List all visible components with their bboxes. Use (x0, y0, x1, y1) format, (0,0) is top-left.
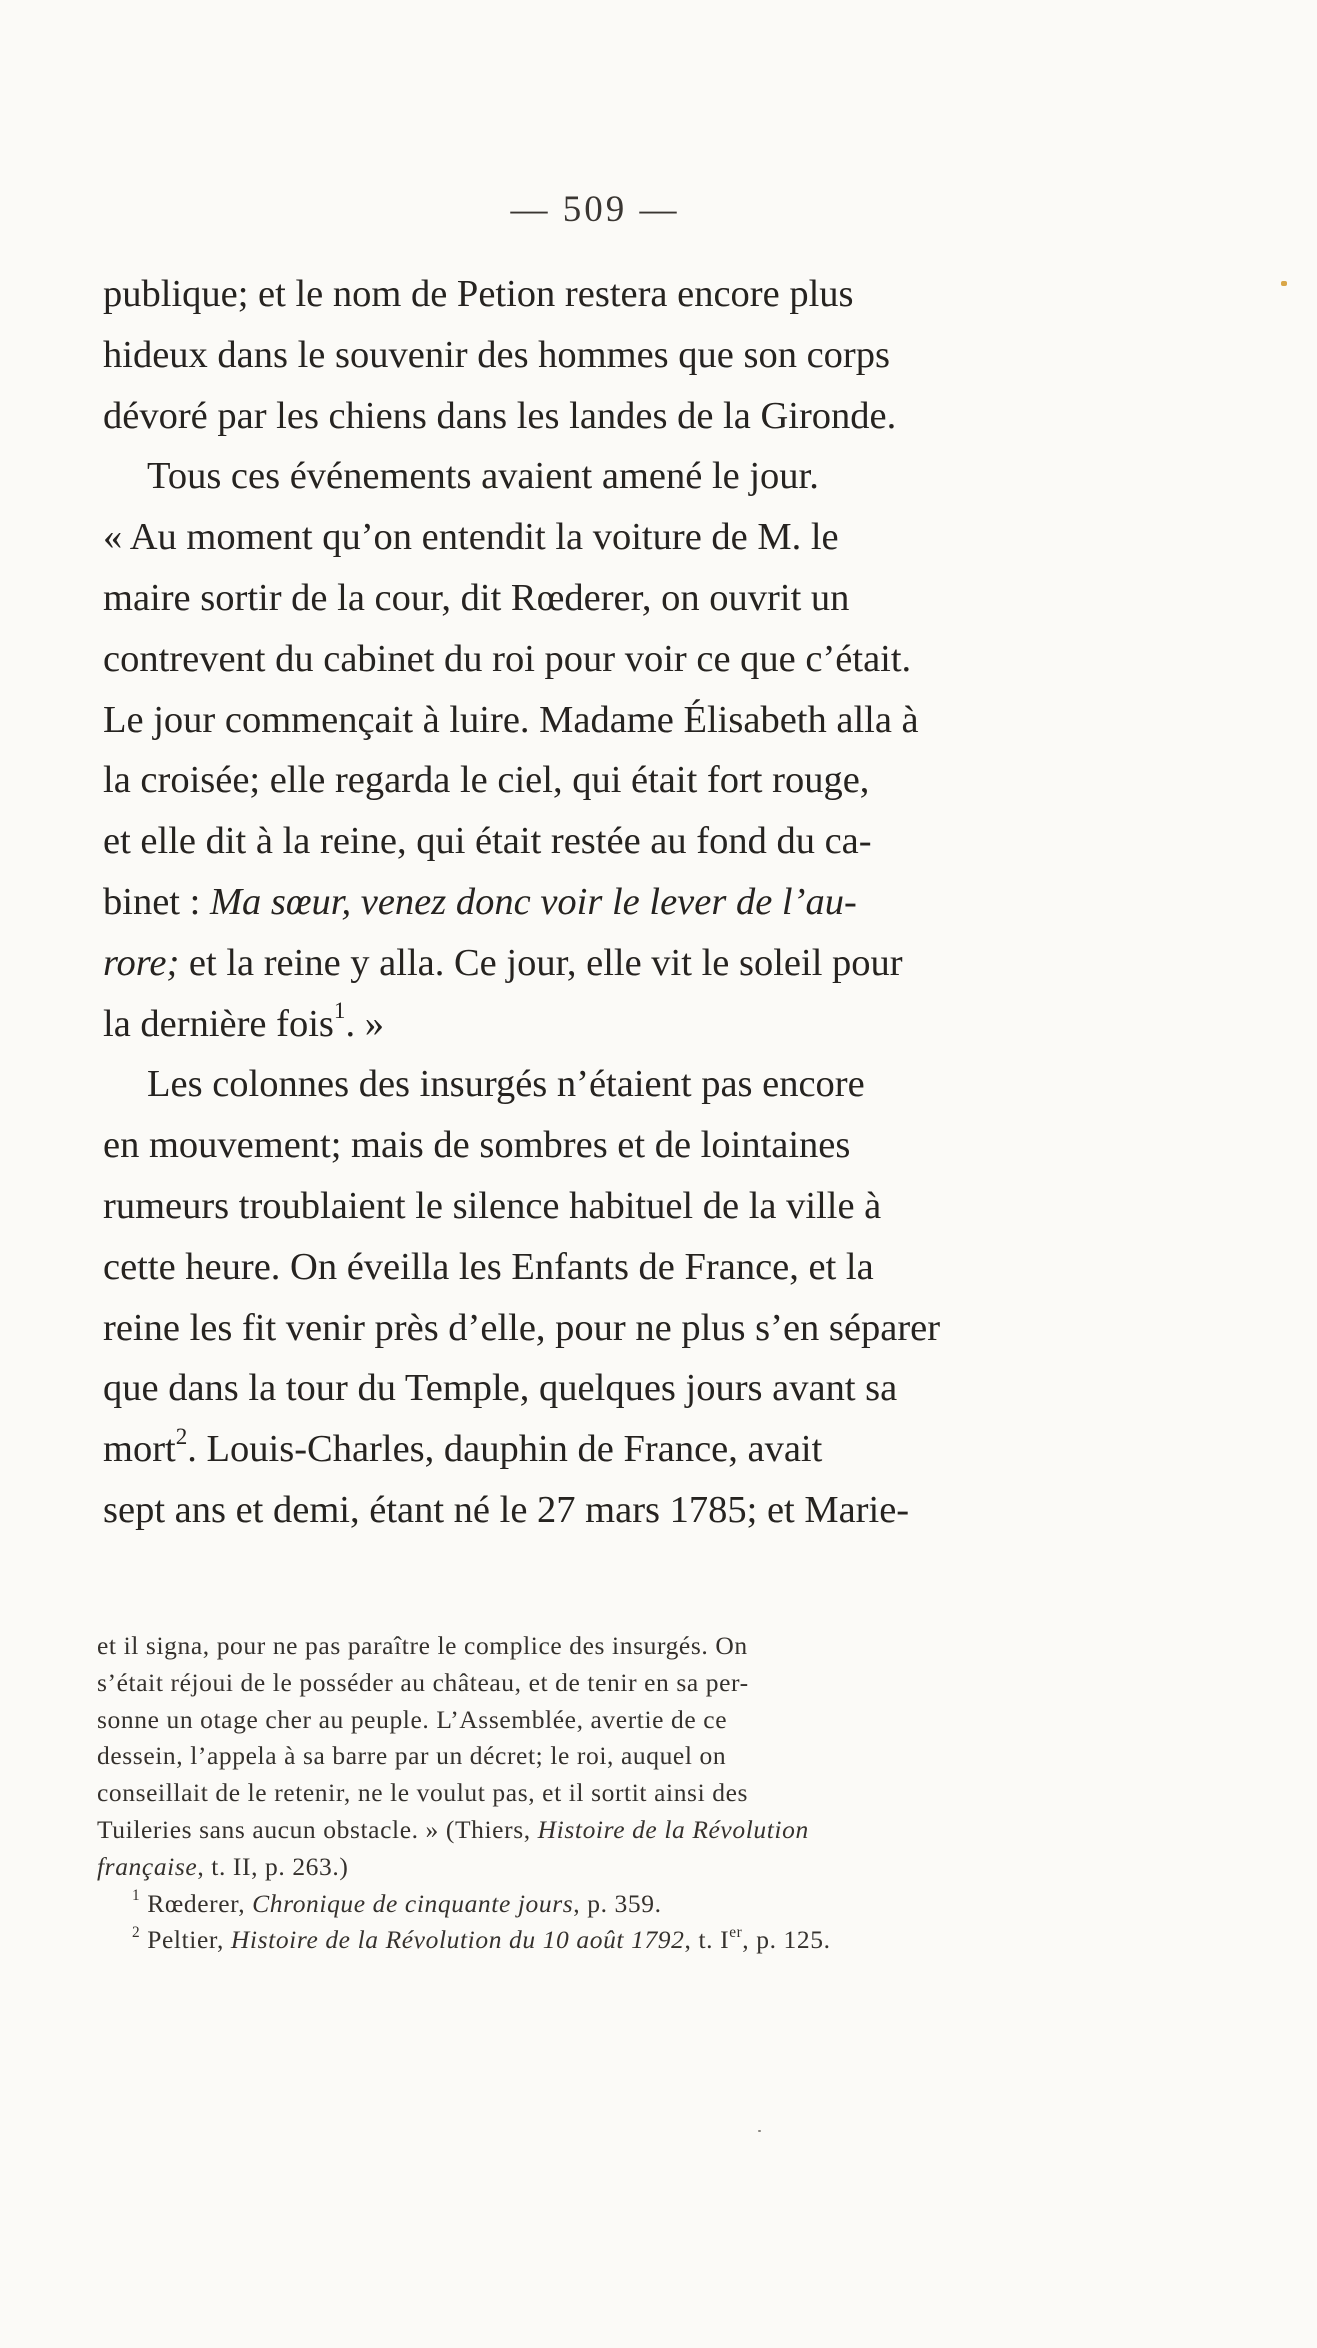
text-line-21: sept ans et demi, étant né le 27 mars 1785; et Marie- (103, 1488, 910, 1531)
main-text-body (103, 264, 1065, 1541)
text-line (103, 264, 1065, 325)
text-line-11 (103, 872, 857, 933)
text-line-20 (103, 1419, 822, 1480)
footnote-line (97, 1849, 1067, 1886)
text-line-13 (103, 994, 384, 1055)
footnotes (97, 1628, 1067, 1959)
text-line (103, 750, 1065, 811)
text-line (103, 811, 1065, 872)
text-line-7: contrevent du cabinet du roi pour voir ce que c’était. (103, 637, 912, 680)
footnote-2-volume-sup: er (729, 1923, 743, 1941)
footnote-line-2: s’était réjoui de le posséder au château, et de tenir en sa per- (97, 1667, 749, 1697)
footnote-2-marker: 2 (132, 1923, 141, 1941)
text-line (103, 1358, 1065, 1419)
text-line (103, 325, 1065, 386)
text-line (103, 507, 1065, 568)
text-line-13-roman: la dernière fois (103, 1002, 334, 1045)
footnote-line (97, 1738, 1067, 1775)
text-line (103, 446, 1065, 507)
footnote-line (97, 1775, 1067, 1812)
text-line-15: en mouvement; mais de sombres et de lointaines (103, 1124, 851, 1167)
text-line-13-end: . » (345, 1002, 384, 1045)
paper-speck (758, 2130, 761, 2132)
text-line (103, 872, 1065, 933)
footnote-2-page: , p. 125. (742, 1925, 831, 1955)
text-line (103, 568, 1065, 629)
text-line-1: publique; et le nom de Petion restera encore plus (103, 273, 854, 315)
footnote-2-author: Peltier, (140, 1925, 231, 1955)
text-line-12 (103, 933, 903, 994)
text-line-16: rumeurs troublaient le silence habituel de la ville à (103, 1184, 882, 1227)
footnote-line (97, 1812, 1067, 1849)
footnote-line (97, 1702, 1067, 1739)
footnote-title-thiers: Histoire de la Révolution (537, 1814, 809, 1844)
text-line-6: maire sortir de la cour, dit Rœderer, on ouvrit un (103, 576, 850, 619)
text-line (103, 1298, 1065, 1359)
footnote-1-marker: 1 (132, 1886, 141, 1904)
footnote-1-title: Chronique de cinquante jours (252, 1888, 574, 1918)
text-line (103, 933, 1065, 994)
text-line-18: reine les fit venir près d’elle, pour ne plus s’en séparer (103, 1306, 941, 1349)
footnote-1-author: Rœderer, (140, 1888, 253, 1918)
footnote-line-1: et il signa, pour ne pas paraître le complice des insurgés. On (97, 1631, 748, 1660)
footnote-ref-2: 2 (175, 1422, 188, 1449)
footnote-line-3: sonne un otage cher au peuple. L’Assemblée, avertie de ce (97, 1704, 728, 1734)
footnote-line (97, 1628, 1067, 1665)
footnote-2-volume: , t. I (684, 1925, 730, 1955)
text-line-4: Tous ces événements avaient amené le jour. (147, 455, 819, 498)
text-line-3: dévoré par les chiens dans les landes de la Gironde. (103, 394, 897, 437)
text-line (103, 1054, 1065, 1115)
text-line-19: que dans la tour du Temple, quelques jours avant sa (103, 1367, 898, 1410)
footnote-line (97, 1665, 1067, 1702)
text-line (103, 629, 1065, 690)
text-line-5: « Au moment qu’on entendit la voiture de M. le (103, 516, 839, 559)
text-line (103, 1115, 1065, 1176)
text-line-8: Le jour commençait à luire. Madame Élisabeth alla à (103, 698, 919, 741)
text-line-20-roman: mort (103, 1428, 176, 1471)
text-line-2: hideux dans le souvenir des hommes que son corps (103, 333, 890, 376)
text-line-14: Les colonnes des insurgés n’étaient pas encore (147, 1063, 865, 1106)
text-line (103, 1176, 1065, 1237)
footnote-1-text (132, 1886, 662, 1923)
text-line-17: cette heure. On éveilla les Enfants de France, et la (103, 1245, 874, 1288)
footnote-2 (97, 1922, 1067, 1959)
footnote-2-text (132, 1922, 831, 1959)
page-number: — 509 — (510, 189, 680, 230)
text-line (103, 386, 1065, 447)
text-line-12-roman: et la reine y alla. Ce jour, elle vit le soleil pour (179, 941, 903, 984)
text-line (103, 1237, 1065, 1298)
footnote-line-5: conseillait de le retenir, ne le voulut pas, et il sortit ainsi des (97, 1778, 749, 1808)
footnote-line-4: dessein, l’appela à sa barre par un décret; le roi, auquel on (97, 1741, 727, 1771)
text-line (103, 994, 1065, 1055)
footnote-line-7-roman: , t. II, p. 263.) (197, 1851, 349, 1881)
text-line (103, 1419, 1065, 1480)
italic-quote: Ma sœur, venez donc voir le lever de l’au- (209, 880, 857, 923)
footnote-2-title: Histoire de la Révolution du 10 août 1792 (230, 1925, 685, 1955)
footnote-1 (97, 1886, 1067, 1923)
text-line (103, 1480, 1065, 1541)
footnote-1-page: , p. 359. (573, 1888, 662, 1918)
footnote-title-thiers-end: française (97, 1851, 198, 1881)
text-line-9: la croisée; elle regarda le ciel, qui était fort rouge, (103, 759, 870, 802)
text-line (103, 690, 1065, 751)
footnote-ref-1: 1 (333, 997, 346, 1024)
italic-quote-end: rore; (103, 941, 180, 984)
footnote-line-6-roman: Tuileries sans aucun obstacle. » (Thiers, (97, 1814, 538, 1844)
text-line-10: et elle dit à la reine, qui était restée au fond du ca- (103, 820, 872, 863)
text-line-11-roman: binet : (103, 880, 210, 923)
footnote-line-7 (97, 1849, 348, 1886)
margin-ink-mark (1281, 281, 1287, 286)
text-line-20-end: . Louis-Charles, dauphin de France, avait (187, 1428, 823, 1471)
footnote-line-6 (97, 1812, 809, 1849)
